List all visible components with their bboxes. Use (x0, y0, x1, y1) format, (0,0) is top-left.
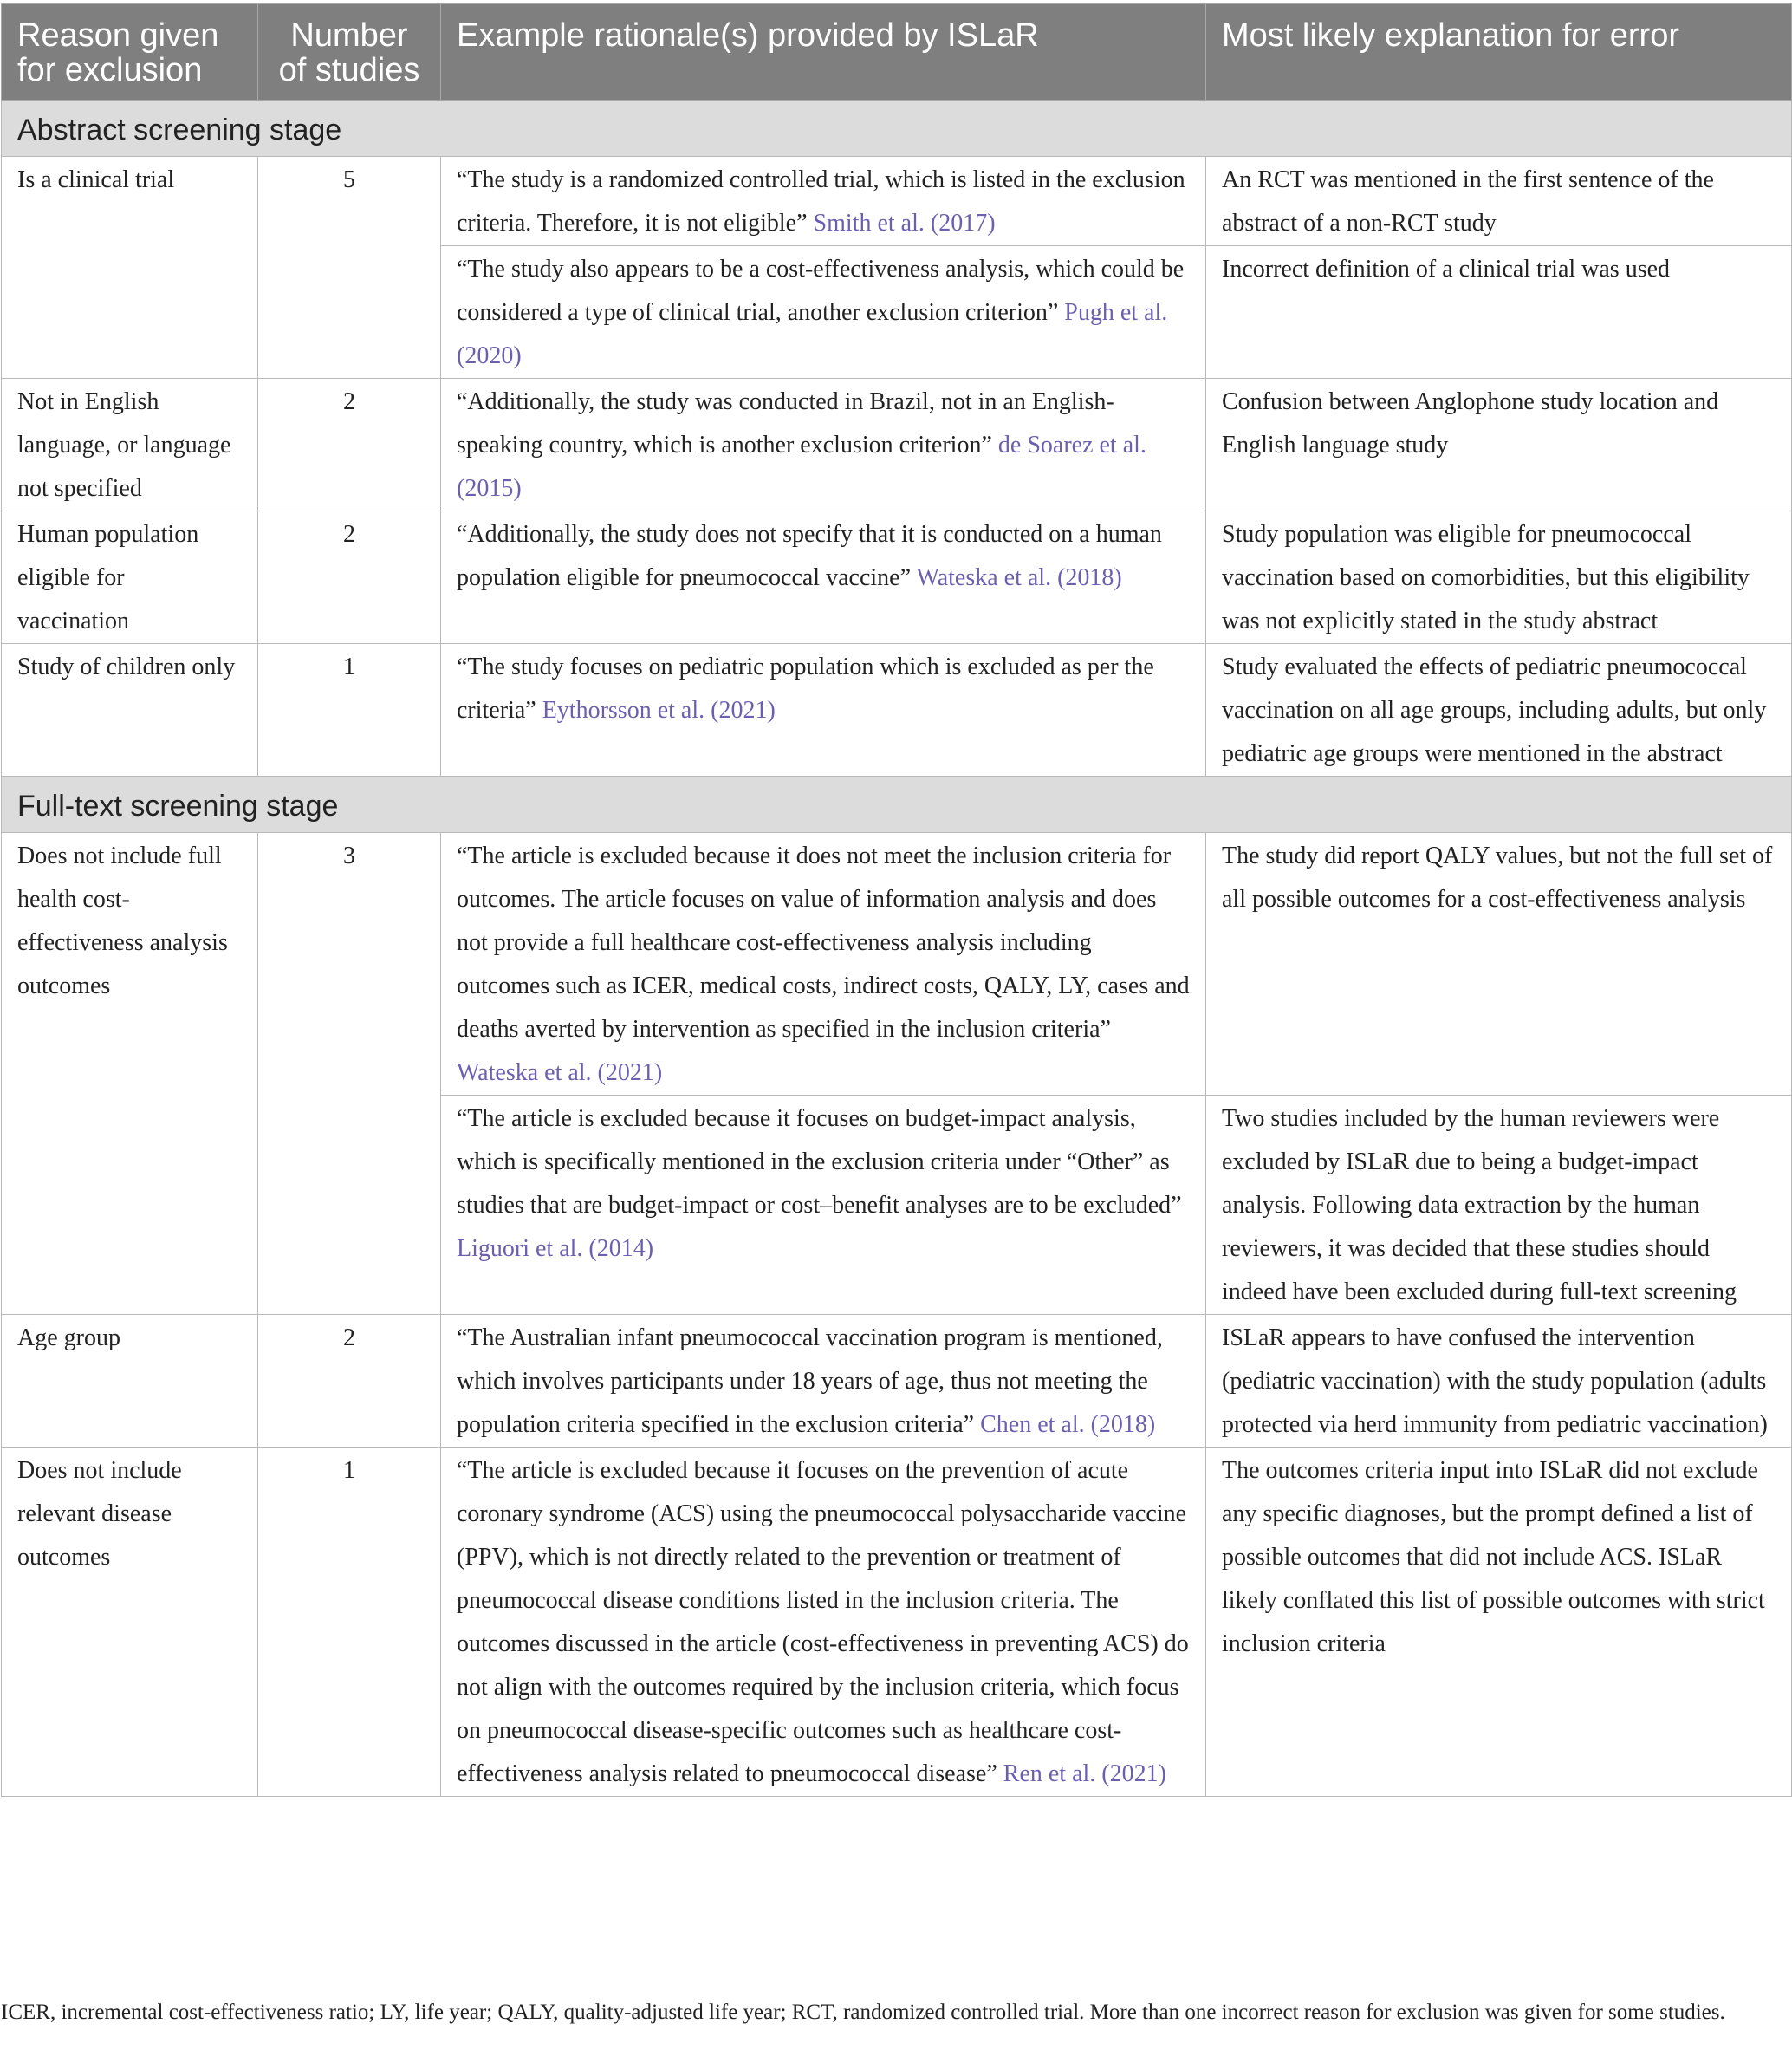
rationale-cell (441, 246, 1206, 379)
section-title: Full-text screening stage (2, 777, 1792, 833)
exclusion-reasons-table (1, 3, 1792, 1797)
reason-cell: Not in English language, or language not specified (2, 379, 258, 511)
citation-link[interactable]: Liguori et al. (2014) (457, 1235, 654, 1262)
explanation-cell: Confusion between Anglophone study location and English language study (1206, 379, 1792, 511)
rationale-cell (441, 1315, 1206, 1448)
number-cell: 2 (258, 511, 441, 644)
rationale-quote: “The article is excluded because it focuses on the prevention of acute coronary syndrome (ACS) using the pneumococcal polysaccharide vaccine (PPV), which is not directly related to the prevention or treatment of pneumococcal disease conditions listed in the inclusion criteria. The outcomes discussed in the article (cost-effectiveness in preventing ACS) do not align with the outcomes required by the inclusion criteria, which focus on pneumococcal disease-specific outcomes such as healthcare cost-effectiveness analysis related to pneumococcal disease” (457, 1457, 1189, 1787)
number-cell: 2 (258, 379, 441, 511)
table-row (2, 1448, 1792, 1797)
header-explanation: Most likely explanation for error (1206, 4, 1792, 101)
rationale-cell (441, 1096, 1206, 1315)
citation-link[interactable]: Pugh et al. (2020) (457, 299, 1168, 369)
header-reason: Reason given for exclusion (2, 4, 258, 101)
citation-link[interactable]: Wateska et al. (2018) (916, 564, 1122, 591)
explanation-cell: The outcomes criteria input into ISLaR did not exclude any specific diagnoses, but the prompt defined a list of possible outcomes that did not include ACS. ISLaR likely conflated this list of possible outcomes with strict inclusion criteria (1206, 1448, 1792, 1797)
header-number: Number of studies (258, 4, 441, 101)
explanation-cell: Study population was eligible for pneumococcal vaccination based on comorbidities, but this eligibility was not explicitly stated in the study abstract (1206, 511, 1792, 644)
citation-link[interactable]: Chen et al. (2018) (980, 1411, 1156, 1438)
number-cell: 3 (258, 833, 441, 1315)
table-row (2, 157, 1792, 246)
explanation-cell: Incorrect definition of a clinical trial was used (1206, 246, 1792, 379)
header-row (2, 4, 1792, 101)
explanation-cell: Study evaluated the effects of pediatric pneumococcal vaccination on all age groups, including adults, but only pediatric age groups were mentioned in the abstract (1206, 644, 1792, 777)
rationale-quote: “The study is a randomized controlled trial, which is listed in the exclusion criteria. Therefore, it is not eligible” (457, 166, 1185, 237)
rationale-cell (441, 511, 1206, 644)
explanation-cell: An RCT was mentioned in the first sentence of the abstract of a non-RCT study (1206, 157, 1792, 246)
rationale-cell (441, 1448, 1206, 1797)
rationale-quote: “The study focuses on pediatric population which is excluded as per the criteria” (457, 654, 1154, 724)
reason-cell: Is a clinical trial (2, 157, 258, 379)
citation-link[interactable]: Eythorsson et al. (2021) (542, 697, 776, 724)
explanation-cell: ISLaR appears to have confused the intervention (pediatric vaccination) with the study population (adults protected via herd immunity from pediatric vaccination) (1206, 1315, 1792, 1448)
table-row (2, 644, 1792, 777)
table-row (2, 1315, 1792, 1448)
section-row (2, 777, 1792, 833)
rationale-cell (441, 379, 1206, 511)
reason-cell: Human population eligible for vaccination (2, 511, 258, 644)
rationale-quote: “The article is excluded because it focuses on budget-impact analysis, which is specifically mentioned in the exclusion criteria under “Other” as studies that are budget-impact or cost–benefit analyses are to be excluded” (457, 1105, 1182, 1219)
rationale-quote: “Additionally, the study does not specify that it is conducted on a human population eligible for pneumococcal vaccine” (457, 521, 1162, 591)
reason-cell: Study of children only (2, 644, 258, 777)
citation-link[interactable]: Wateska et al. (2021) (457, 1059, 663, 1086)
rationale-quote: “Additionally, the study was conducted in Brazil, not in an English-speaking country, which is another exclusion criterion” (457, 388, 1114, 459)
citation-link[interactable]: Ren et al. (2021) (1003, 1760, 1166, 1787)
section-title: Abstract screening stage (2, 101, 1792, 157)
rationale-cell (441, 644, 1206, 777)
rationale-quote: “The study also appears to be a cost-effectiveness analysis, which could be considered a type of clinical trial, another exclusion criterion” (457, 256, 1185, 326)
number-cell: 1 (258, 644, 441, 777)
table-footnote: ICER, incremental cost-effectiveness ratio; LY, life year; QALY, quality-adjusted life year; RCT, randomized controlled trial. More than one incorrect reason for exclusion was given for some studies. (1, 2001, 1725, 2024)
header-rationale: Example rationale(s) provided by ISLaR (441, 4, 1206, 101)
rationale-quote: “The article is excluded because it does not meet the inclusion criteria for outcomes. The article focuses on value of information analysis and does not provide a full healthcare cost-effectiveness analysis including outcomes such as ICER, medical costs, indirect costs, QALY, LY, cases and deaths averted by intervention as specified in the inclusion criteria” (457, 843, 1190, 1043)
number-cell: 1 (258, 1448, 441, 1797)
reason-cell: Does not include full health cost-effectiveness analysis outcomes (2, 833, 258, 1315)
rationale-cell (441, 157, 1206, 246)
explanation-cell: The study did report QALY values, but not the full set of all possible outcomes for a cost-effectiveness analysis (1206, 833, 1792, 1096)
citation-link[interactable]: de Soarez et al. (2015) (457, 432, 1146, 502)
reason-cell: Age group (2, 1315, 258, 1448)
rationale-cell (441, 833, 1206, 1096)
table-row (2, 511, 1792, 644)
number-cell: 2 (258, 1315, 441, 1448)
table-row (2, 833, 1792, 1096)
table-row (2, 379, 1792, 511)
citation-link[interactable]: Smith et al. (2017) (813, 210, 996, 237)
number-cell: 5 (258, 157, 441, 379)
reason-cell: Does not include relevant disease outcomes (2, 1448, 258, 1797)
section-row (2, 101, 1792, 157)
rationale-quote: “The Australian infant pneumococcal vaccination program is mentioned, which involves participants under 18 years of age, thus not meeting the population criteria specified in the exclusion criteria” (457, 1324, 1163, 1438)
explanation-cell: Two studies included by the human reviewers were excluded by ISLaR due to being a budget-impact analysis. Following data extraction by the human reviewers, it was decided that these studies should indeed have been excluded during full-text screening (1206, 1096, 1792, 1315)
